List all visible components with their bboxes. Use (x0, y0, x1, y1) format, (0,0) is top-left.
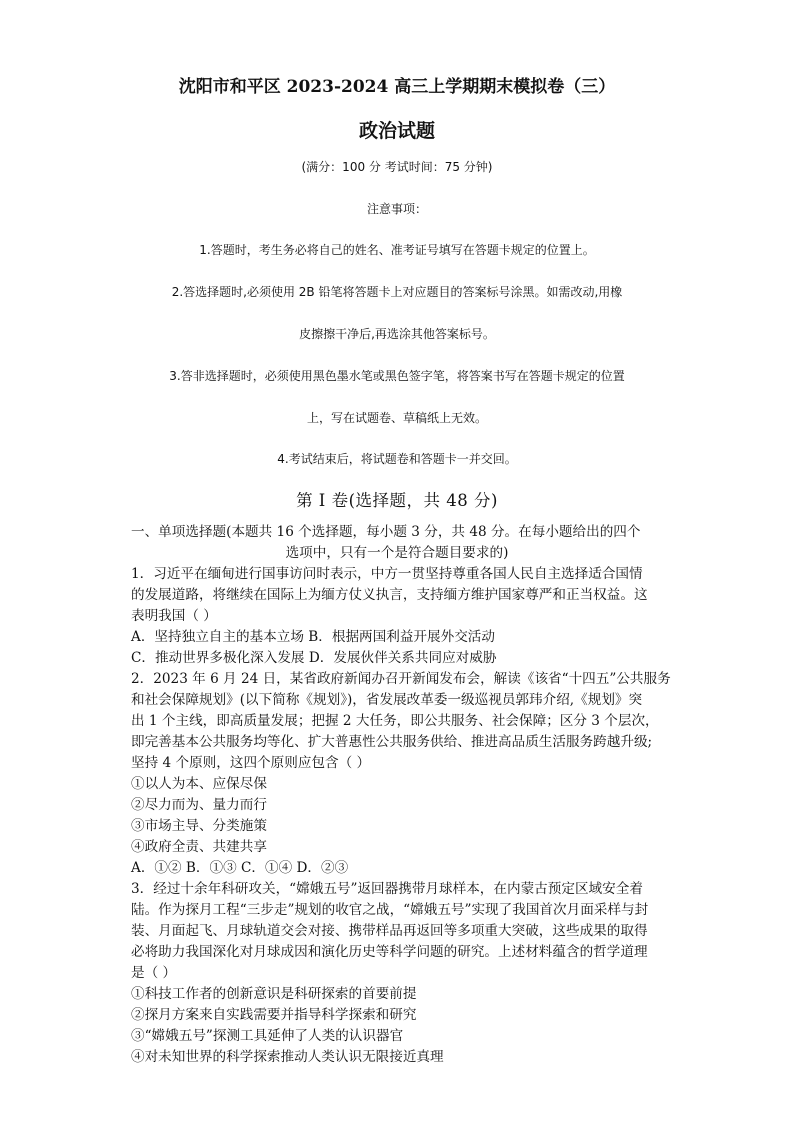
choice-item: ①科技工作者的创新意识是科研探索的首要前提 (131, 986, 417, 1002)
choice-item: ④政府全责、共建共享 (131, 839, 267, 855)
section-instruction: 一、单项选择题(本题共 16 个选择题，每小题 3 分，共 48 分。在每小题给出的四个 (131, 524, 641, 540)
question-stem: 出 1 个主线，即高质量发展；把握 2 大任务，即公共服务、社会保障；区分 3 个层次， (131, 713, 659, 729)
question-stem: 和社会保障规划》(以下简称《规划》)，省发展改革委一级巡视员郭玮介绍,《规划》突 (131, 692, 643, 708)
section-heading: 第 Ⅰ 卷(选择题，共 48 分) (296, 491, 498, 510)
choice-item: ④对未知世界的科学探索推动人类认识无限接近真理 (131, 1049, 444, 1065)
exam-meta: (满分：100 分 考试时间：75 分钟) (301, 160, 493, 174)
question-stem: 表明我国（ ） (131, 608, 217, 624)
question-stem: 2．2023 年 6 月 24 日，某省政府新闻办召开新闻发布会，解读《该省“十四五”公共服务 (131, 671, 671, 687)
section-instruction: 选项中，只有一个是符合题目要求的) (285, 545, 509, 561)
note-item: 1.答题时，考生务必将自己的姓名、准考证号填写在答题卡规定的位置上。 (199, 243, 595, 257)
note-item: 3.答非选择题时，必须使用黑色墨水笔或黑色签字笔，将答案书写在答题卡规定的位置 (169, 369, 625, 383)
question-stem: 装、月面起飞、月球轨道交会对接、携带样品再返回等多项重大突破，这些成果的取得 (131, 923, 648, 939)
exam-title: 沈阳市和平区 2023-2024 高三上学期期末模拟卷（三） (178, 77, 616, 97)
note-item: 4.考试结束后，将试题卷和答题卡一并交回。 (277, 452, 517, 466)
question-stem: 即完善基本公共服务均等化、扩大普惠性公共服务供给、推进高品质生活服务跨越升级; (131, 734, 653, 750)
question-stem: 坚持 4 个原则，这四个原则应包含（ ） (131, 755, 371, 771)
choice-item: ②尽力而为、量力而行 (131, 797, 267, 813)
answer-options: A．坚持独立自主的基本立场 B．根据两国利益开展外交活动 (131, 629, 495, 645)
choice-item: ③市场主导、分类施策 (131, 818, 267, 834)
question-stem: 是（ ） (131, 965, 177, 981)
note-item: 2.答选择题时,必须使用 2B 铅笔将答题卡上对应题目的答案标号涂黑。如需改动,用橡 (171, 285, 623, 299)
question-stem: 的发展道路，将继续在国际上为缅方仗义执言，支持缅方维护国家尊严和正当权益。这 (131, 587, 648, 603)
question-stem: 陆。作为探月工程“三步走”规划的收官之战，“嫦娥五号”实现了我国首次月面采样与封 (131, 902, 649, 918)
notes-heading: 注意事项： (366, 202, 427, 216)
answer-options: C．推动世界多极化深入发展 D．发展伙伴关系共同应对威胁 (131, 650, 497, 666)
exam-subject: 政治试题 (358, 120, 435, 142)
question-stem: 必将助力我国深化对月球成因和演化历史等科学问题的研究。上述材料蕴含的哲学道理 (131, 944, 648, 960)
question-stem: 1．习近平在缅甸进行国事访问时表示，中方一贯坚持尊重各国人民自主选择适合国情 (131, 566, 643, 582)
choice-item: ③“嫦娥五号”探测工具延伸了人类的认识器官 (131, 1028, 404, 1044)
choice-item: ①以人为本、应保尽保 (131, 776, 267, 792)
question-stem: 3．经过十余年科研攻关，“嫦娥五号”返回器携带月球样本，在内蒙古预定区域安全着 (131, 881, 643, 897)
note-item: 上，写在试题卷、草稿纸上无效。 (306, 411, 487, 425)
answer-options: A．①② B．①③ C．①④ D．②③ (131, 860, 349, 876)
choice-item: ②探月方案来自实践需要并指导科学探索和研究 (131, 1007, 417, 1023)
note-item: 皮擦擦干净后,再选涂其他答案标号。 (299, 327, 495, 341)
